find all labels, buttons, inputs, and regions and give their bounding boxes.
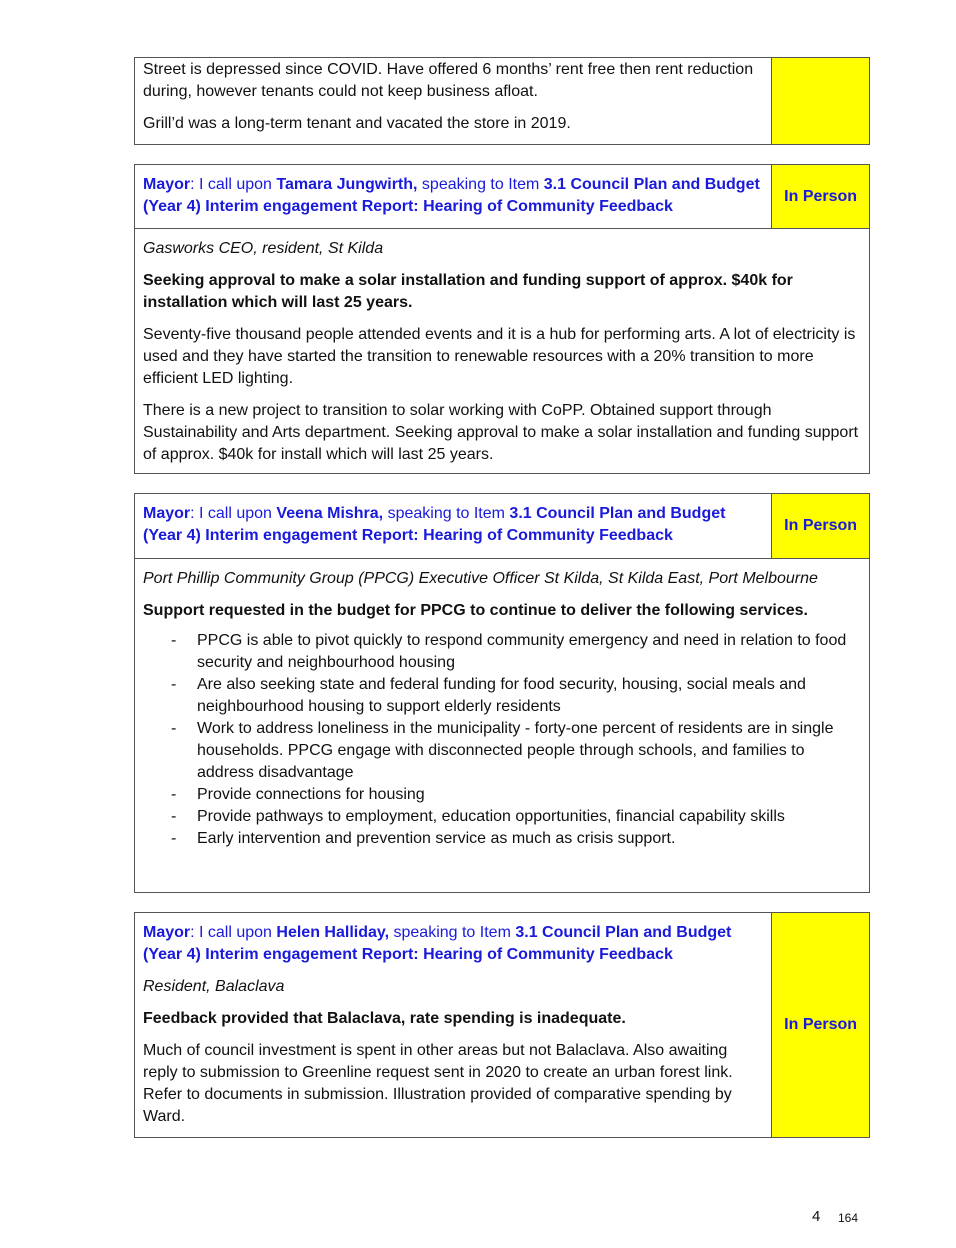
mayor-label: Mayor: [143, 176, 191, 193]
submission-body: [135, 559, 869, 892]
submission-block-helen: [134, 912, 870, 1138]
continuation-text-1: Street is depressed since COVID. Have offered 6 months’ rent free then rent reduction during, however tenants could not keep business afloat.: [143, 61, 754, 100]
list-item: - PPCG is able to pivot quickly to respond community emergency and need in relation to food security and neighbourhood housing: [143, 630, 861, 674]
request-summary: Support requested in the budget for PPCG to continue to deliver the following services.: [143, 602, 808, 619]
mayor-label: Mayor: [143, 924, 191, 941]
list-item: - Provide connections for housing: [143, 784, 861, 806]
speaker-role: Resident, Balaclava: [143, 978, 285, 995]
attendance-status: In Person: [784, 1016, 858, 1033]
mayor-label: Mayor: [143, 505, 191, 522]
services-list: [143, 630, 861, 850]
status-cell: [771, 494, 869, 558]
body-paragraph: Seventy-five thousand people attended events and it is a hub for performing arts. A lot of electricity is used and they have started the transition to renewable resources with a 20% transition to more efficient LED lighting.: [143, 326, 856, 387]
list-item: - Are also seeking state and federal funding for food security, housing, social meals and neighbourhood housing to support elderly residents: [143, 674, 861, 718]
submission-body: [135, 913, 771, 1137]
list-item: - Provide pathways to employment, education opportunities, financial capability skills: [143, 806, 861, 828]
speaker-name: Veena Mishra,: [276, 505, 384, 522]
agenda-item: 3.1 Council Plan and Budget (Year 4) Interim engagement Report: Hearing of Community Feedback: [143, 176, 760, 215]
speaker-name: Helen Halliday,: [276, 924, 390, 941]
submission-continuation-block: [134, 57, 870, 145]
speaker-role: Port Phillip Community Group (PPCG) Executive Officer St Kilda, St Kilda East, Port Melbourne: [143, 570, 818, 587]
speaker-header: Mayor: I call upon Veena Mishra, speaking to Item 3.1 Council Plan and Budget (Year 4) Interim engagement Report: Hearing of Community Feedback: [143, 505, 726, 544]
submission-block-tamara: [134, 164, 870, 474]
attendance-status: In Person: [784, 517, 858, 534]
speaker-name: Tamara Jungwirth,: [276, 176, 418, 193]
request-summary: Seeking approval to make a solar installation and funding support of approx. $40k for installation which will last 25 years.: [143, 272, 793, 311]
request-summary: Feedback provided that Balaclava, rate spending is inadequate.: [143, 1010, 626, 1027]
agenda-item: 3.1 Council Plan and Budget (Year 4) Interim engagement Report: Hearing of Community Feedback: [143, 924, 732, 963]
body-paragraph: Much of council investment is spent in other areas but not Balaclava. Also awaiting reply to submission to Greenline request sent in 2020 to create an urban forest link. Refer to documents in submission. Illustration provided of comparative spending by Ward.: [143, 1042, 733, 1125]
continuation-text-2: Grill’d was a long-term tenant and vacated the store in 2019.: [143, 115, 571, 132]
speaker-header: Mayor: I call upon Helen Halliday, speaking to Item 3.1 Council Plan and Budget (Year 4) Interim engagement Report: Hearing of Community Feedback: [143, 924, 732, 963]
status-cell: [771, 913, 869, 1137]
submission-block-veena: [134, 493, 870, 893]
page-reference: 164: [838, 1211, 859, 1225]
body-paragraph: There is a new project to transition to solar working with CoPP. Obtained support through Sustainability and Arts department. Seeking approval to make a solar installation and funding support of approx. $40k for install which will last 25 years.: [143, 402, 859, 463]
list-item: - Early intervention and prevention service as much as crisis support.: [143, 828, 861, 850]
status-cell: [771, 58, 869, 144]
speaker-role: Gasworks CEO, resident, St Kilda: [143, 240, 384, 257]
attendance-status: In Person: [784, 187, 858, 205]
speaker-header: Mayor: I call upon Tamara Jungwirth, speaking to Item 3.1 Council Plan and Budget (Year 4) Interim engagement Report: Hearing of Community Feedback: [143, 176, 760, 215]
status-cell: [771, 165, 869, 228]
agenda-item: 3.1 Council Plan and Budget (Year 4) Interim engagement Report: Hearing of Community Feedback: [143, 505, 726, 544]
submission-body: [135, 229, 869, 473]
list-item: - Work to address loneliness in the municipality - forty-one percent of residents are in single households. PPCG engage with disconnected people through schools, and families to address disadvantage: [143, 718, 861, 784]
page-number: 4: [812, 1208, 821, 1225]
